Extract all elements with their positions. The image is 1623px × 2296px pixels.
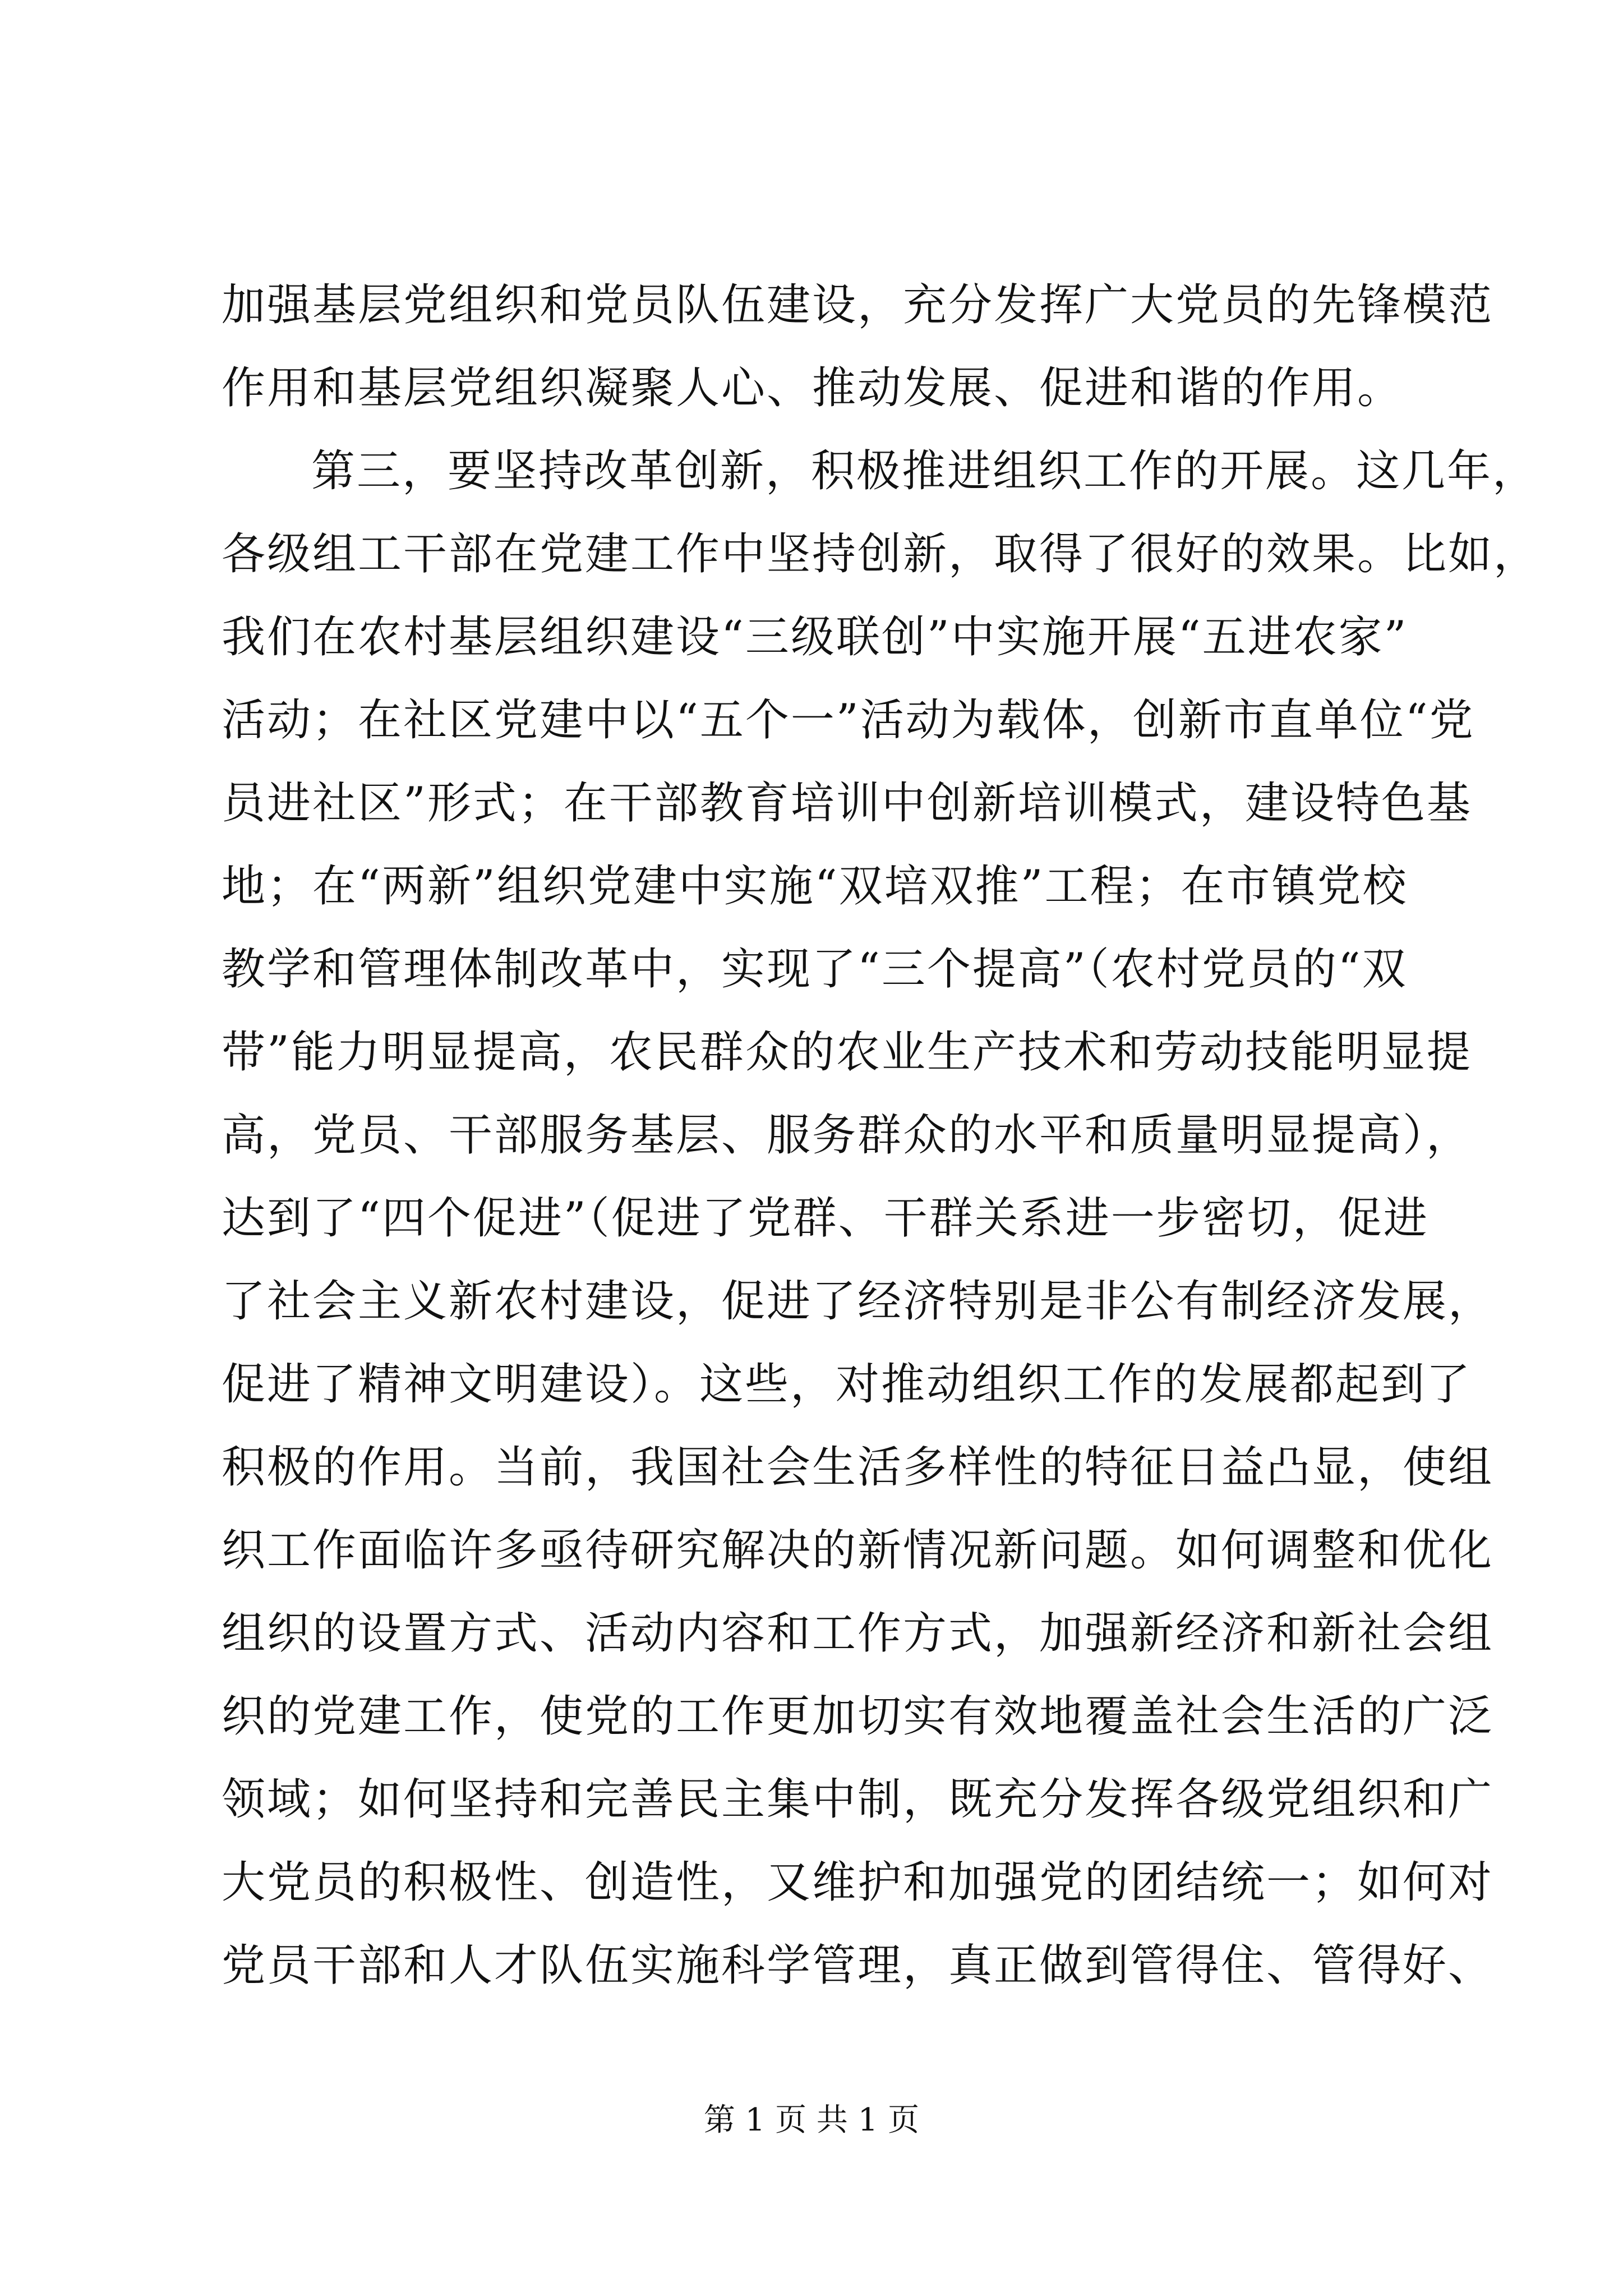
paragraph-line: 积极的作用。当前，我国社会生活多样性的特征日益凸显，使组 xyxy=(222,1442,1494,1493)
paragraph-line: 各级组工干部在党建工作中坚持创新，取得了很好的效果。比如， xyxy=(222,529,1539,579)
page-number-label: 第 1 页 共 1 页 xyxy=(703,2102,920,2138)
paragraph-line: 我们在农村基层组织建设“三级联创”中实施开展“五进农家” xyxy=(222,612,1408,662)
paragraph-line: 带”能力明显提高，农民群众的农业生产技术和劳动技能明显提 xyxy=(222,1027,1472,1078)
paragraph-line: 促进了精神文明建设）。这些，对推动组织工作的发展都起到了 xyxy=(222,1359,1472,1410)
paragraph-line: 加强基层党组织和党员队伍建设，充分发挥广大党员的先锋模范 xyxy=(222,280,1494,330)
paragraph-line: 教学和管理体制改革中，实现了“三个提高”（农村党员的“双 xyxy=(222,944,1408,995)
paragraph-line: 了社会主义新农村建设，促进了经济特别是非公有制经济发展， xyxy=(222,1276,1494,1327)
paragraph-line: 作用和基层党组织凝聚人心、推动发展、促进和谐的作用。 xyxy=(222,363,1403,413)
paragraph-line: 活动；在社区党建中以“五个一”活动为载体，创新市直单位“党 xyxy=(222,695,1475,746)
paragraph-line: 地；在“两新”组织党建中实施“双培双推”工程；在市镇党校 xyxy=(222,861,1408,912)
paragraph-line: 员进社区”形式；在干部教育培训中创新培训模式，建设特色基 xyxy=(222,778,1472,829)
paragraph-line: 织的党建工作，使党的工作更加切实有效地覆盖社会生活的广泛 xyxy=(222,1691,1494,1742)
paragraph-line: 第三，要坚持改革创新，积极推进组织工作的开展。这几年， xyxy=(311,446,1538,496)
paragraph-line: 领域；如何坚持和完善民主集中制，既充分发挥各级党组织和广 xyxy=(222,1774,1494,1825)
paragraph-line: 高，党员、干部服务基层、服务群众的水平和质量明显提高）， xyxy=(222,1110,1472,1161)
document-body xyxy=(222,264,1539,2007)
paragraph-line: 大党员的积极性、创造性，又维护和加强党的团结统一；如何对 xyxy=(222,1857,1494,1908)
paragraph-line: 组织的设置方式、活动内容和工作方式，加强新经济和新社会组 xyxy=(222,1608,1494,1659)
page-footer xyxy=(0,2098,1623,2143)
paragraph-line: 织工作面临许多亟待研究解决的新情况新问题。如何调整和优化 xyxy=(222,1525,1494,1576)
paragraph-line: 达到了“四个促进”（促进了党群、干群关系进一步密切，促进 xyxy=(222,1193,1429,1244)
paragraph-line: 党员干部和人才队伍实施科学管理，真正做到管得住、管得好、 xyxy=(222,1940,1494,1991)
